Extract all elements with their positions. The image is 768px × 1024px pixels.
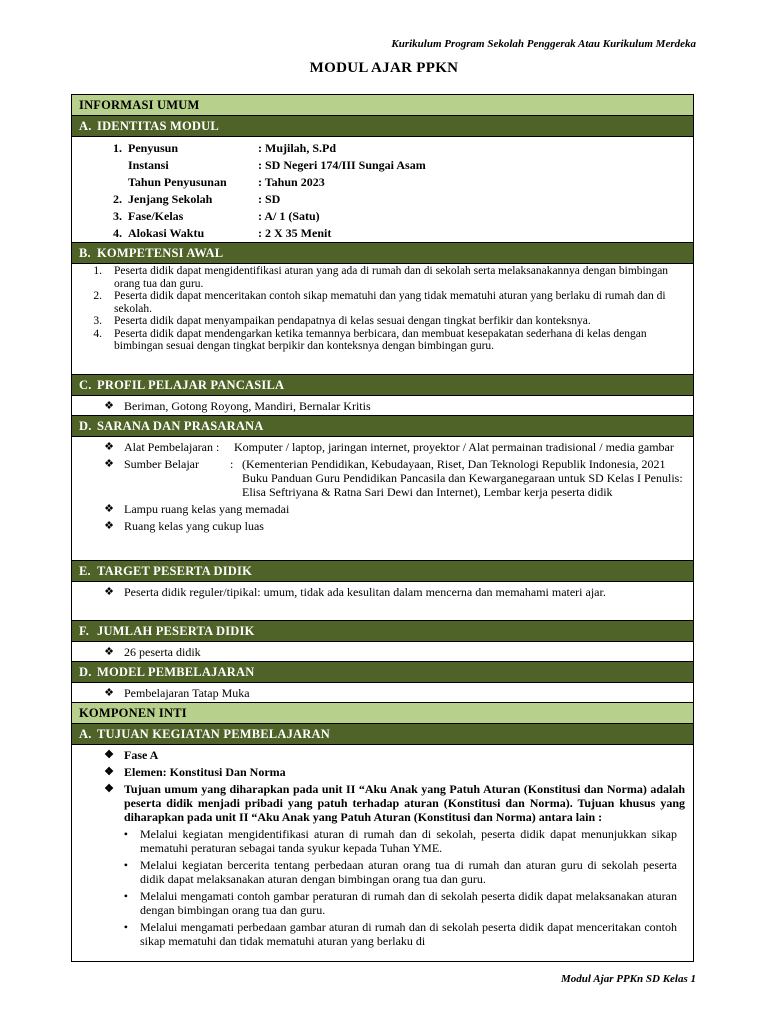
- dot-bullet-icon: •: [123, 858, 128, 872]
- section-sarana-prasarana: D. SARANA DAN PRASARANA: [72, 416, 693, 437]
- section-kompetensi-awal: B. KOMPETENSI AWAL: [72, 243, 693, 264]
- list-item: ❖ Ruang kelas yang cukup luas: [72, 519, 685, 533]
- list-item: ❖ Peserta didik reguler/tipikal: umum, tidak ada kesulitan dalam mencerna dan memahami materi ajar.: [72, 585, 685, 599]
- section-informasi-umum: INFORMASI UMUM: [72, 95, 693, 116]
- section-jumlah-peserta: F. JUMLAH PESERTA DIDIK: [72, 621, 693, 642]
- list-item: ❖ Tujuan umum yang diharapkan pada unit II “Aku Anak yang Patuh Aturan (Konstitusi dan Norma) adalah peserta didik menjadi pribadi yang patuh terhadap aturan (Konstitusi dan Norma). Tujuan khusus yang diharapkan pada unit II “Aku Anak yang Patuh Aturan (Konstitusi dan Norma) antara lain :: [72, 782, 685, 824]
- list-item: ❖ 26 peserta didik: [72, 645, 685, 659]
- identitas-row: 2. Jenjang Sekolah : SD: [113, 191, 281, 206]
- model-cell: [72, 683, 693, 703]
- list-item: ❖ Fase A: [72, 748, 685, 762]
- list-item: 3. Peserta didik dapat menyampaikan pendapatnya di kelas sesuai dengan tingkat berfikir dan konteksnya.: [93, 315, 591, 327]
- list-item: ❖ Alat Pembelajaran : Komputer / laptop, jaringan internet, proyektor / Alat permainan tradisional / media gambar: [72, 440, 685, 454]
- diamond-bullet-icon: ❖: [104, 687, 114, 699]
- section-komponen-inti: KOMPONEN INTI: [72, 703, 693, 724]
- section-tujuan-kegiatan: A. TUJUAN KEGIATAN PEMBELAJARAN: [72, 724, 693, 745]
- diamond-bullet-icon: ❖: [104, 458, 114, 470]
- document-title: MODUL AJAR PPKN: [309, 60, 459, 76]
- module-table: [71, 94, 694, 962]
- diamond-bullet-icon: ❖: [104, 646, 114, 658]
- header-note: Kurikulum Program Sekolah Penggerak Atau Kurikulum Merdeka: [391, 38, 696, 50]
- page-footer: Modul Ajar PPKn SD Kelas 1: [561, 973, 696, 985]
- diamond-bullet-icon: ❖: [104, 766, 114, 778]
- list-item: • Melalui mengamati perbedaan gambar aturan di rumah dan di sekolah peserta didik dapat menceritakan contoh sikap mematuhi dan tidak mematuhi aturan yang berlaku di: [72, 920, 685, 948]
- diamond-bullet-icon: ❖: [104, 783, 114, 795]
- section-model-pembelajaran: D. MODEL PEMBELAJARAN: [72, 662, 693, 683]
- sarana-cell: [72, 437, 693, 561]
- list-item: ❖ Elemen: Konstitusi Dan Norma: [72, 765, 685, 779]
- list-item: • Melalui mengamati contoh gambar peraturan di rumah dan di sekolah peserta didik dapat melaksanakan aturan dengan bimbingan orang tua dan guru.: [72, 889, 685, 917]
- identitas-row: Instansi : SD Negeri 174/III Sungai Asam: [128, 157, 426, 172]
- list-item: 1. Peserta didik dapat mengidentifikasi aturan yang ada di rumah dan di sekolah serta melaksanakannya dengan bimbingan orang tua dan guru.: [93, 265, 669, 290]
- identitas-row: Tahun Penyusunan : Tahun 2023: [128, 174, 325, 189]
- diamond-bullet-icon: ❖: [104, 441, 114, 453]
- diamond-bullet-icon: ❖: [104, 520, 114, 532]
- section-target-peserta: E. TARGET PESERTA DIDIK: [72, 561, 693, 582]
- target-cell: [72, 582, 693, 621]
- dot-bullet-icon: •: [123, 889, 128, 903]
- diamond-bullet-icon: ❖: [104, 749, 114, 761]
- section-label: IDENTITAS MODUL: [97, 118, 219, 133]
- jumlah-cell: [72, 642, 693, 662]
- diamond-bullet-icon: ❖: [104, 400, 114, 412]
- profil-cell: [72, 396, 693, 416]
- list-item: ❖ Beriman, Gotong Royong, Mandiri, Bernalar Kritis: [72, 399, 685, 413]
- section-identitas-modul: [72, 116, 693, 137]
- list-item: ❖ Sumber Belajar : (Kementerian Pendidikan, Kebudayaan, Riset, Dan Teknologi Republik Indonesia, 2021 Buku Panduan Guru Pendidikan Pancasila dan Kewarganegaraan untuk SD Kelas I Penulis: Elisa Seftriyana & Ratna Sari Dewi dan Internet), Lembar kerja peserta didik: [72, 457, 685, 499]
- list-item: ❖ Lampu ruang kelas yang memadai: [72, 502, 685, 516]
- section-profil-pelajar: C. PROFIL PELAJAR PANCASILA: [72, 375, 693, 396]
- list-item: 2. Peserta didik dapat menceritakan contoh sikap mematuhi dan yang tidak mematuhi aturan yang berlaku di rumah dan di sekolah.: [93, 290, 666, 315]
- tujuan-cell: [72, 745, 693, 962]
- diamond-bullet-icon: ❖: [104, 586, 114, 598]
- identitas-cell: [72, 137, 693, 243]
- kompetensi-cell: [72, 264, 693, 375]
- dot-bullet-icon: •: [123, 827, 128, 841]
- list-item: • Melalui kegiatan bercerita tentang perbedaan aturan orang tua di rumah dan aturan guru di sekolah peserta didik dapat melaksanakan aturan dengan bimbingan orang tua dan guru.: [72, 858, 685, 886]
- diamond-bullet-icon: ❖: [104, 503, 114, 515]
- identitas-row: 3. Fase/Kelas : A/ 1 (Satu): [113, 208, 320, 223]
- list-item: ❖ Pembelajaran Tatap Muka: [72, 686, 685, 700]
- list-item: 4. Peserta didik dapat mendengarkan ketika temannya berbicara, dan membuat kesepakatan sederhana di kelas dengan bimbingan sesuai dengan tingkat berpikir dan konteksnya dengan bimbingan guru.: [93, 327, 647, 352]
- identitas-row: 1. Penyusun : Mujilah, S.Pd: [113, 140, 337, 155]
- section-letter: A.: [79, 118, 92, 133]
- list-item: • Melalui kegiatan mengidentifikasi aturan di rumah dan di sekolah, peserta didik dapat menunjukkan sikap mematuhi peraturan sebagai tanda syukur kepada Tuhan YME.: [72, 827, 685, 855]
- dot-bullet-icon: •: [123, 920, 128, 934]
- identitas-row: 4. Alokasi Waktu : 2 X 35 Menit: [113, 225, 332, 240]
